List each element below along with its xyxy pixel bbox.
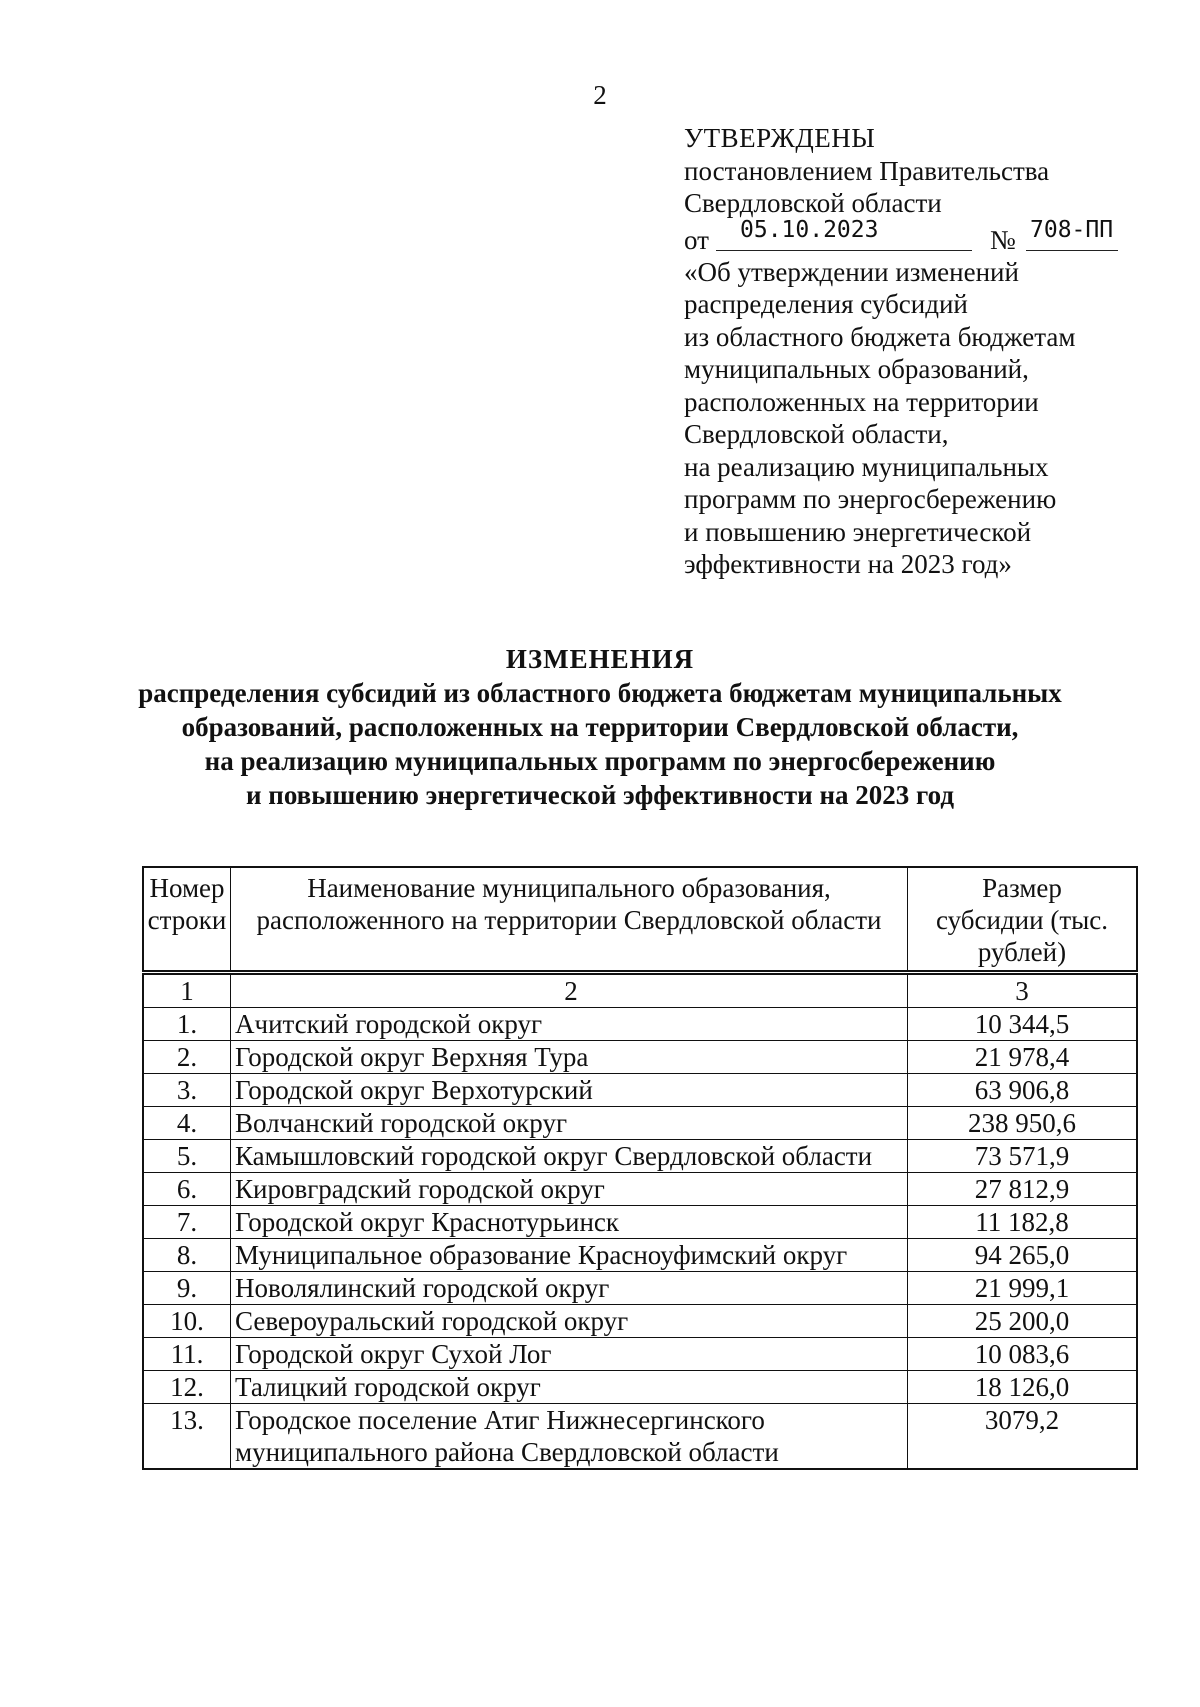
municipality-name: Муниципальное образование Красноуфимский округ [231,1239,908,1272]
table-row [143,1371,1137,1404]
approval-title: УТВЕРЖДЕНЫ [684,123,876,153]
column-index-row [143,973,1137,1008]
table-row [143,1239,1137,1272]
approval-block [684,122,1164,581]
subsidy-amount: 3079,2 [908,1404,1138,1470]
subject-line: распределения субсидий [684,289,968,319]
municipality-name: Новолялинский городской округ [231,1272,908,1305]
municipality-name: Городской округ Сухой Лог [231,1338,908,1371]
subject-line: Свердловской области, [684,419,949,449]
subject-line: расположенных на территории [684,386,1039,417]
number-underline [1026,250,1118,251]
municipality-name: Камышловский городской округ Свердловской области [231,1140,908,1173]
subsidy-amount: 21 999,1 [908,1272,1138,1305]
table-row [143,1338,1137,1371]
approval-line-1: постановлением Правительства [684,155,1050,186]
table-row [143,1206,1137,1239]
subject-line: программ по энергосбережению [684,484,1057,514]
subsidies-table [142,866,1138,1470]
subsidy-amount: 21 978,4 [908,1041,1138,1074]
row-number: 12. [143,1371,231,1404]
row-number: 5. [143,1140,231,1173]
subject-line: «Об утверждении изменений [684,256,1019,287]
municipality-name: Североуральский городской округ [231,1305,908,1338]
municipality-name: Городской округ Верхотурский [231,1074,908,1107]
row-number: 11. [143,1338,231,1371]
title-heading: ИЗМЕНЕНИЯ [505,644,695,674]
row-number: 10. [143,1305,231,1338]
title-line: распределения субсидий из областного бюджета бюджетам муниципальных [138,678,1062,708]
table-header-row [143,867,1137,973]
subject-line: на реализацию муниципальных [684,451,1049,482]
title-line: образований, расположенных на территории Свердловской области, [181,712,1019,742]
subsidy-amount: 63 906,8 [908,1074,1138,1107]
row-number: 6. [143,1173,231,1206]
subsidy-amount: 238 950,6 [908,1107,1138,1140]
subsidy-amount: 10 083,6 [908,1338,1138,1371]
row-number: 13. [143,1404,231,1470]
subsidy-amount: 25 200,0 [908,1305,1138,1338]
subsidy-amount: 10 344,5 [908,1008,1138,1041]
subsidy-amount: 73 571,9 [908,1140,1138,1173]
row-number: 7. [143,1206,231,1239]
number-value: 708-ПП [1030,216,1114,243]
subject-line: из областного бюджета бюджетам [684,321,1076,352]
date-underline [716,250,972,251]
municipality-name: Городской округ Верхняя Тура [231,1041,908,1074]
municipality-name: Талицкий городской округ [231,1371,908,1404]
header-municipality: Наименование муниципального образования, расположенного на территории Свердловской области [231,867,908,973]
table-row [143,1074,1137,1107]
title-line: и повышению энергетической эффективности на 2023 год [245,780,955,810]
row-number: 1. [143,1008,231,1041]
page-number: 2 [593,80,607,110]
municipality-name: Городской округ Краснотурьинск [231,1206,908,1239]
date-prefix: от [684,224,709,255]
subsidy-amount: 27 812,9 [908,1173,1138,1206]
table-row [143,1140,1137,1173]
subject-line: муниципальных образований, [684,354,1029,384]
row-number: 2. [143,1041,231,1074]
subject-line: эффективности на 2023 год» [684,549,1012,579]
subsidy-amount: 94 265,0 [908,1239,1138,1272]
date-value: 05.10.2023 [740,216,879,243]
row-number: 9. [143,1272,231,1305]
table-row [143,1272,1137,1305]
number-prefix: № [990,224,1016,255]
municipality-name: Ачитский городской округ [231,1008,908,1041]
row-number: 4. [143,1107,231,1140]
title-line: на реализацию муниципальных программ по энергосбережению [204,746,996,776]
header-row-number: Номер строки [143,867,231,973]
document-title [0,642,1200,812]
municipality-name: Кировградский городской округ [231,1173,908,1206]
table-row [143,1404,1137,1470]
date-number-line [684,216,1164,256]
table-row [143,1173,1137,1206]
subject-line: и повышению энергетической [684,516,1032,547]
column-index: 1 [143,973,231,1008]
table-row [143,1041,1137,1074]
subsidy-amount: 11 182,8 [908,1206,1138,1239]
municipality-name: Городское поселение Атиг Нижнесергинского муниципального района Свердловской области [231,1404,908,1470]
table-row [143,1305,1137,1338]
table-row [143,1008,1137,1041]
municipality-name: Волчанский городской округ [231,1107,908,1140]
approval-subject [684,256,1164,581]
column-index: 3 [908,973,1138,1008]
row-number: 3. [143,1074,231,1107]
subsidy-amount: 18 126,0 [908,1371,1138,1404]
approval-line-2: Свердловской области [684,188,942,218]
row-number: 8. [143,1239,231,1272]
header-amount: Размер субсидии (тыс. рублей) [908,867,1138,973]
table-row [143,1107,1137,1140]
column-index: 2 [231,973,908,1008]
